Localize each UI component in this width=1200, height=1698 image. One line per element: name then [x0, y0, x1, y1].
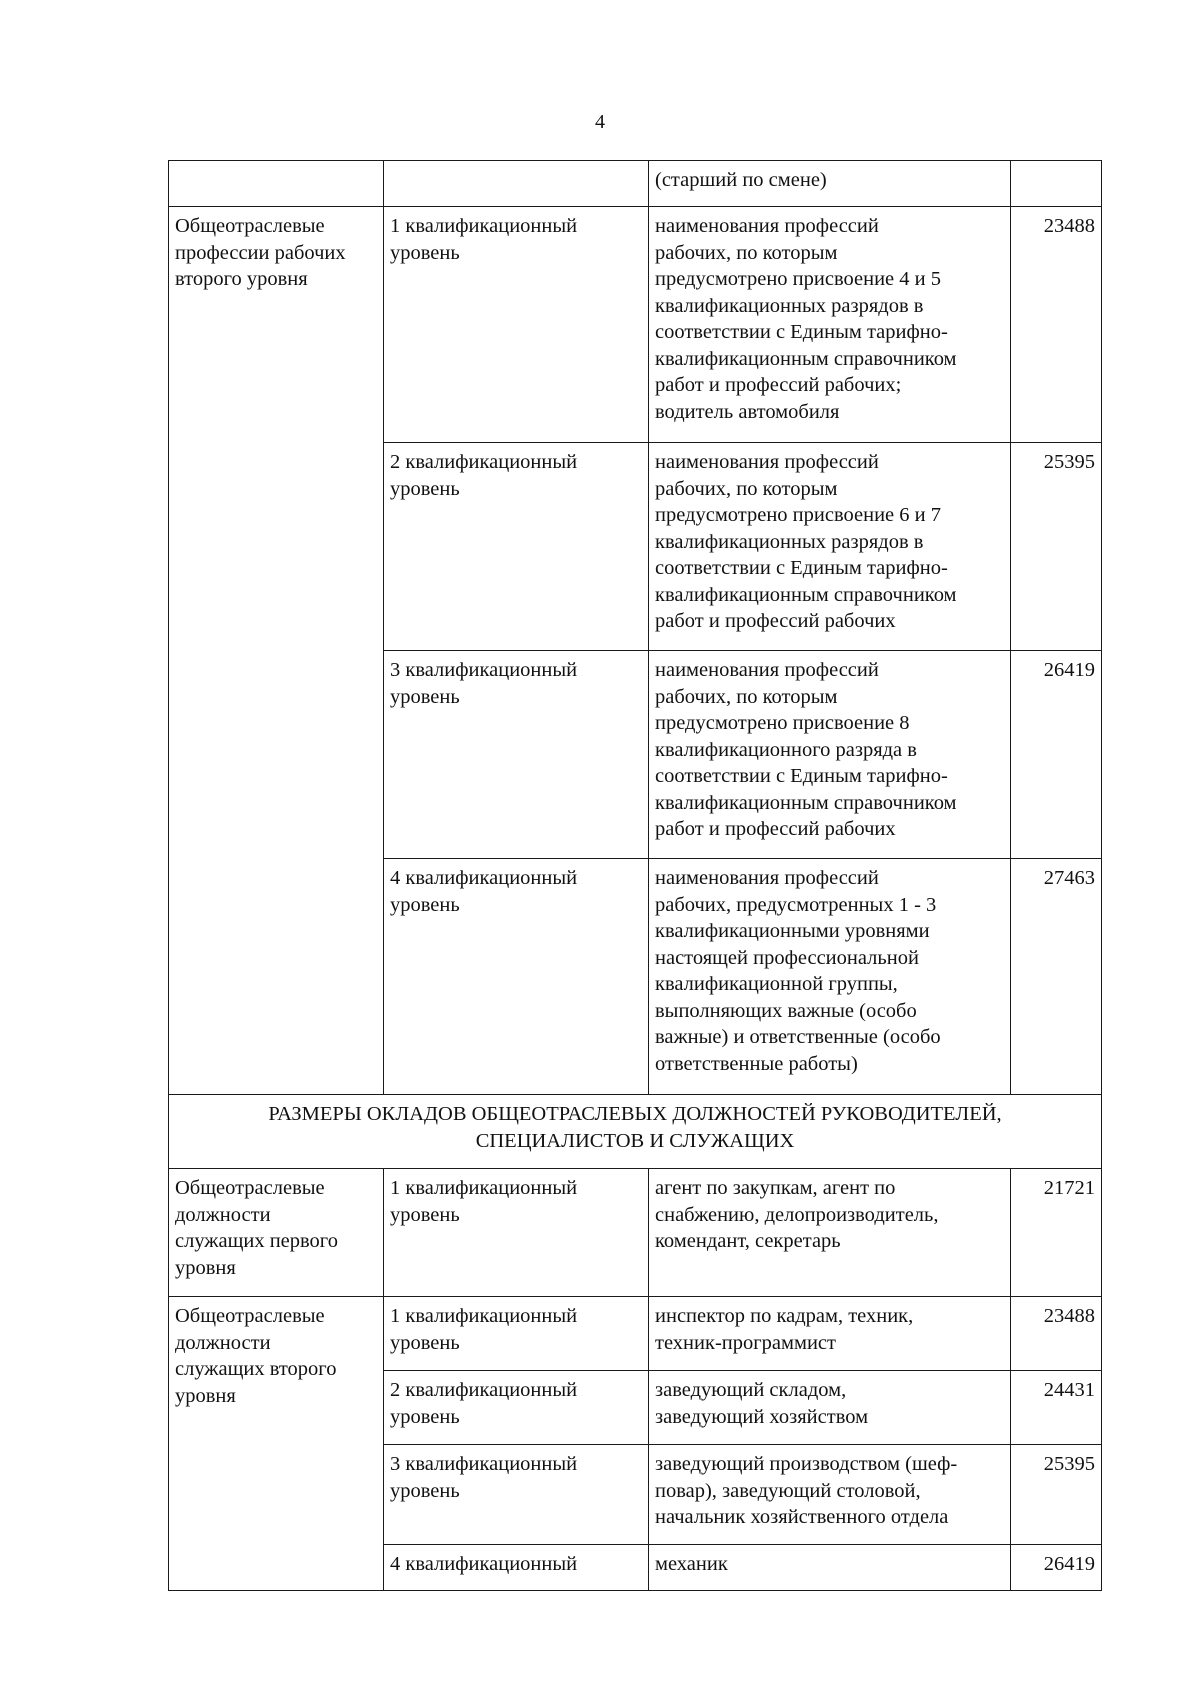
description-cell: [649, 1169, 1011, 1297]
description-line: водитель автомобиля: [655, 400, 840, 423]
level-line: уровень: [390, 1405, 460, 1428]
level-line: 1 квалификационный: [390, 215, 578, 237]
level-line: уровень: [390, 1331, 460, 1354]
description-cell: [649, 1297, 1011, 1371]
description-line: предусмотрено присвоение 6 и 7: [655, 504, 941, 526]
salary-cell: [1011, 161, 1102, 207]
description-cell: [649, 859, 1011, 1095]
description-line: квалификационным справочником: [655, 583, 957, 606]
level-line: 4 квалификационный: [390, 1553, 578, 1575]
group-name-cell: [169, 161, 384, 207]
salary-cell: 24431: [1011, 1371, 1102, 1445]
level-line: уровень: [390, 477, 460, 500]
description-cell: [649, 161, 1011, 207]
level-line: 4 квалификационный: [390, 867, 578, 889]
description-cell: [649, 1371, 1011, 1445]
level-cell: [384, 1371, 649, 1445]
level-cell: [384, 161, 649, 207]
salary-cell: 25395: [1011, 1445, 1102, 1545]
description-line: комендант, секретарь: [655, 1230, 841, 1252]
description-line: квалификационной группы,: [655, 973, 898, 995]
salary-cell: 25395: [1011, 443, 1102, 651]
description-line: рабочих, по которым: [655, 477, 838, 500]
group-name-cell: [169, 1169, 384, 1297]
level-line: уровень: [390, 241, 460, 264]
level-line: 1 квалификационный: [390, 1305, 578, 1327]
table-row: [169, 1169, 1102, 1297]
description-cell: [649, 207, 1011, 443]
group-name-line: Общеотраслевые: [175, 215, 325, 237]
description-line: работ и профессий рабочих;: [655, 374, 902, 396]
description-line: предусмотрено присвоение 4 и 5: [655, 268, 941, 290]
description-line: заведующий хозяйством: [655, 1405, 869, 1428]
level-cell: [384, 443, 649, 651]
description-line: важные) и ответственные (особо: [655, 1026, 941, 1048]
section-heading: [169, 1095, 1102, 1169]
level-cell: [384, 1297, 649, 1371]
level-line: уровень: [390, 685, 460, 708]
description-cell: [649, 443, 1011, 651]
group-name-line: должности: [175, 1331, 271, 1354]
description-line: квалификационных разрядов в: [655, 530, 924, 553]
salary-table: [168, 160, 1102, 1591]
description-line: (старший по смене): [655, 169, 827, 191]
description-line: соответствии с Единым тарифно-: [655, 765, 948, 787]
description-line: выполняющих важные (особо: [655, 999, 917, 1022]
group-name-cell: [169, 1297, 384, 1591]
description-line: предусмотрено присвоение 8: [655, 712, 910, 734]
group-name-line: профессии рабочих: [175, 241, 346, 264]
description-line: заведующий производством (шеф-: [655, 1453, 958, 1475]
description-line: квалификационных разрядов в: [655, 294, 924, 317]
description-line: наименования профессий: [655, 215, 879, 237]
group-name-cell: [169, 207, 384, 1095]
table-row: [169, 1095, 1102, 1169]
salary-cell: 27463: [1011, 859, 1102, 1095]
section-heading-line: РАЗМЕРЫ ОКЛАДОВ ОБЩЕОТРАСЛЕВЫХ ДОЛЖНОСТЕЙ РУКОВОДИТЕЛЕЙ,: [268, 1103, 1002, 1125]
table-row: [169, 207, 1102, 443]
salary-cell: 26419: [1011, 651, 1102, 859]
description-cell: [649, 651, 1011, 859]
level-cell: [384, 1445, 649, 1545]
salary-cell: 23488: [1011, 1297, 1102, 1371]
description-line: ответственные работы): [655, 1052, 858, 1075]
group-name-line: уровня: [175, 1384, 236, 1407]
description-line: квалификационного разряда в: [655, 738, 917, 761]
page-number: 4: [595, 111, 605, 133]
description-cell: [649, 1445, 1011, 1545]
level-cell: [384, 651, 649, 859]
level-cell: [384, 859, 649, 1095]
description-line: квалификационным справочником: [655, 791, 957, 814]
description-line: наименования профессий: [655, 451, 879, 473]
description-line: инспектор по кадрам, техник,: [655, 1305, 914, 1327]
description-line: рабочих, по которым: [655, 241, 838, 264]
description-line: снабжению, делопроизводитель,: [655, 1203, 939, 1226]
description-line: механик: [655, 1553, 728, 1575]
description-line: работ и профессий рабочих: [655, 610, 896, 632]
description-cell: [649, 1545, 1011, 1591]
level-line: уровень: [390, 893, 460, 916]
description-line: квалификационным справочником: [655, 347, 957, 370]
level-line: 2 квалификационный: [390, 1379, 578, 1401]
level-cell: [384, 1169, 649, 1297]
level-line: уровень: [390, 1203, 460, 1226]
salary-cell: 26419: [1011, 1545, 1102, 1591]
group-name-line: служащих первого: [175, 1230, 338, 1252]
description-line: соответствии с Единым тарифно-: [655, 557, 948, 579]
level-line: 1 квалификационный: [390, 1177, 578, 1199]
description-line: наименования профессий: [655, 867, 879, 889]
group-name-line: уровня: [175, 1256, 236, 1279]
description-line: работ и профессий рабочих: [655, 818, 896, 840]
level-cell: [384, 1545, 649, 1591]
description-line: техник-программист: [655, 1331, 836, 1354]
description-line: агент по закупкам, агент по: [655, 1177, 896, 1199]
group-name-line: служащих второго: [175, 1358, 337, 1380]
level-line: 3 квалификационный: [390, 659, 578, 681]
level-line: 2 квалификационный: [390, 451, 578, 473]
description-line: повар), заведующий столовой,: [655, 1479, 921, 1502]
level-cell: [384, 207, 649, 443]
salary-cell: 21721: [1011, 1169, 1102, 1297]
section-heading-line: СПЕЦИАЛИСТОВ И СЛУЖАЩИХ: [475, 1130, 795, 1152]
description-line: рабочих, по которым: [655, 685, 838, 708]
table-row: [169, 161, 1102, 207]
description-line: рабочих, предусмотренных 1 - 3: [655, 893, 937, 916]
group-name-line: второго уровня: [175, 268, 308, 290]
description-line: соответствии с Единым тарифно-: [655, 321, 948, 343]
description-line: наименования профессий: [655, 659, 879, 681]
description-line: квалификационными уровнями: [655, 920, 930, 942]
group-name-line: Общеотраслевые: [175, 1305, 325, 1327]
group-name-line: должности: [175, 1203, 271, 1226]
level-line: уровень: [390, 1479, 460, 1502]
group-name-line: Общеотраслевые: [175, 1177, 325, 1199]
table-row: [169, 1297, 1102, 1371]
description-line: настоящей профессиональной: [655, 946, 919, 969]
level-line: 3 квалификационный: [390, 1453, 578, 1475]
description-line: заведующий складом,: [655, 1379, 847, 1401]
salary-cell: 23488: [1011, 207, 1102, 443]
description-line: начальник хозяйственного отдела: [655, 1506, 949, 1528]
